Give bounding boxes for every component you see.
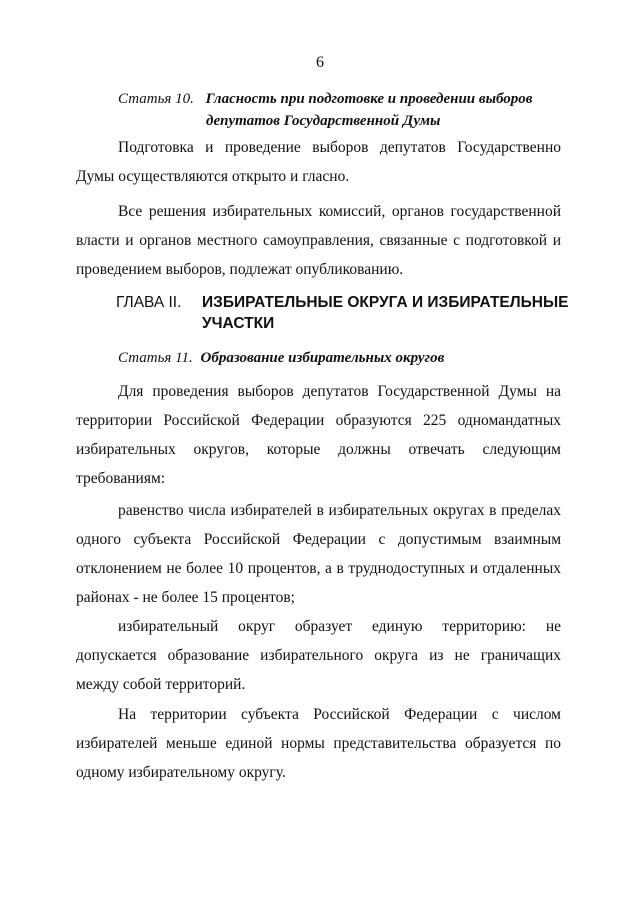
paragraph: равенство числа избирателей в избирательных округах в пределах одного субъекта Российской Федерации с допустимым взаимным отклонением не более 10 процентов, а в труднодоступных и отдаленных районах - не более 15 процентов; — [76, 502, 561, 606]
article-10-heading-cont — [206, 110, 586, 132]
article-10-number: Статья 10. — [118, 91, 194, 107]
article-11-title: Образование избирательных округов — [200, 350, 445, 366]
article-10-title-line1: Гласность при подготовке и проведении выборов — [205, 91, 533, 107]
paragraph: Для проведения выборов депутатов Государственной Думы на территории Российской Федерации образуются 225 одномандатных избирательных округов, которые должны отвечать следующим требованиям: — [76, 383, 561, 487]
paragraph: На территории субъекта Российской Федерации с числом избирателей меньше единой нормы представительства образуется по одному избирательному округу. — [76, 706, 561, 781]
chapter-label: ГЛАВА II. — [116, 294, 182, 311]
paragraph: избирательный округ образует единую территорию: не допускается образование избирательного округа из не граничащих между собой территорий. — [76, 618, 561, 693]
article-10-title-line2: депутатов Государственной Думы — [206, 113, 441, 129]
paragraph: Подготовка и проведение выборов депутатов Государственно Думы осуществляются открыто и гласно. — [76, 139, 561, 185]
article-10-heading — [118, 88, 588, 110]
page-number: 6 — [316, 54, 324, 71]
paragraph: Все решения избирательных комиссий, органов государственной власти и органов местного самоуправления, связанные с подготовкой и проведением выборов, подлежат опубликованию. — [76, 203, 561, 278]
article-11-number: Статья 11. — [118, 350, 193, 366]
chapter-title: ИЗБИРАТЕЛЬНЫЕ ОКРУГА И ИЗБИРАТЕЛЬНЫЕ УЧАСТКИ — [202, 294, 569, 332]
article-11-heading — [118, 347, 578, 369]
